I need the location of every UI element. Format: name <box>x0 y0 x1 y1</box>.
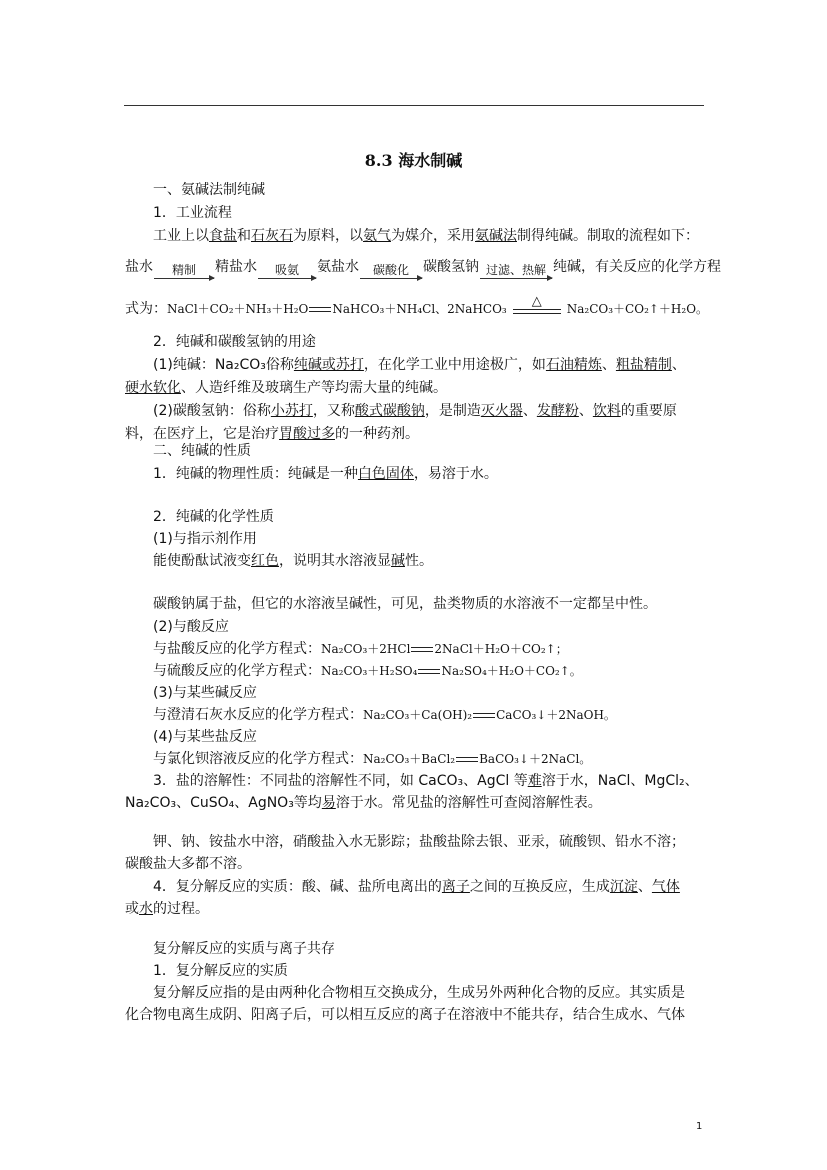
paragraph-process-intro: 工业上以食盐和石灰石为原料，以氨气为媒介，采用氨碱法制得纯碱。制取的流程如下： <box>153 228 699 244</box>
paragraph-essence: 复分解反应指的是由两种化合物相互交换成分，生成另外两种化合物的反应。其实质是 <box>153 985 685 1001</box>
equation-h2so4: 与硫酸反应的化学方程式：Na₂CO₃＋H₂SO₄ Na₂SO₄＋H₂O＋CO₂↑。 <box>153 663 582 679</box>
item-salt-reaction: (4)与某些盐反应 <box>153 729 257 745</box>
arrow-ammoniate: 吸氨 <box>258 263 316 279</box>
heating-condition: △ <box>513 295 561 320</box>
double-displacement-essence-cont: 或水的过程。 <box>125 901 209 917</box>
double-displacement-essence: 4．复分解反应的实质：酸、碱、盐所电离出的离子之间的互换反应，生成沉淀、气体 <box>153 879 680 895</box>
page-number: 1 <box>696 1121 703 1132</box>
subheading-chemical: 2．纯碱的化学性质 <box>153 509 274 525</box>
equals-sign <box>418 669 440 674</box>
paragraph-soda-uses: (1)纯碱：Na₂CO₃俗称纯碱或苏打，在化学工业中用途极广，如石油精炼、粗盐精制、 <box>153 357 686 373</box>
paragraph-essence-cont: 化合物电离生成阴、阳离子后，可以相互反应的离子在溶液中不能共存，结合生成水、气体 <box>125 1007 685 1023</box>
equation-ammonia-soda: 式为：NaCl＋CO₂＋NH₃＋H₂O NaHCO₃＋NH₄Cl、2NaHCO₃ △ Na₂CO₃＋CO₂↑＋H₂O。 <box>125 295 705 320</box>
arrow-filter-heat: 过滤、热解 <box>480 263 552 279</box>
page-title: 8.3 海水制碱 <box>364 151 463 170</box>
subheading-process: 1．工业流程 <box>153 205 232 221</box>
item-indicator: (1)与指示剂作用 <box>153 531 257 547</box>
item-acid-reaction: (2)与酸反应 <box>153 619 229 635</box>
equation-bacl2: 与氯化钡溶液反应的化学方程式：Na₂CO₃＋BaCl₂ BaCO₃↓＋2NaCl。 <box>153 751 592 767</box>
physical-properties: 1．纯碱的物理性质：纯碱是一种白色固体，易溶于水。 <box>153 466 498 482</box>
equals-sign <box>309 307 331 312</box>
solubility-text: 3．盐的溶解性：不同盐的溶解性不同，如 CaCO₃、AgCl 等难溶于水，NaCl、MgCl₂、 <box>153 773 699 789</box>
paragraph-bicarbonate-uses-cont: 料，在医疗上，它是治疗胃酸过多的一种药剂。 <box>125 426 419 442</box>
note-salt-alkaline: 碳酸钠属于盐，但它的水溶液呈碱性，可见，盐类物质的水溶液不一定都呈中性。 <box>153 596 657 612</box>
paragraph-bicarbonate-uses: (2)碳酸氢钠：俗称小苏打，又称酸式碳酸钠，是制造灭火器、发酵粉、饮料的重要原 <box>153 403 677 419</box>
subheading-uses: 2．纯碱和碳酸氢钠的用途 <box>153 334 316 350</box>
section-heading-1: 一、氨碱法制纯碱 <box>153 182 265 198</box>
section-heading-ion-coexistence: 复分解反应的实质与离子共存 <box>153 941 335 957</box>
arrow-refine: 精制 <box>154 263 214 279</box>
equals-sign <box>456 757 478 762</box>
paragraph-soda-uses-cont: 硬水软化、人造纤维及玻璃生产等均需大量的纯碱。 <box>125 380 447 396</box>
solubility-text-cont: Na₂CO₃、CuSO₄、AgNO₃等均易溶于水。常见盐的溶解性可查阅溶解性表。 <box>125 795 602 811</box>
section-heading-2: 二、纯碱的性质 <box>153 443 251 459</box>
arrow-carbonate: 碳酸化 <box>360 263 422 279</box>
subheading-essence: 1．复分解反应的实质 <box>153 963 288 979</box>
solubility-rhyme: 钾、钠、铵盐水中溶，硝酸盐入水无影踪；盐酸盐除去银、亚汞，硫酸钡、铅水不溶； <box>153 834 685 850</box>
indicator-text: 能使酚酞试液变红色，说明其水溶液显碱性。 <box>153 553 433 569</box>
item-base-reaction: (3)与某些碱反应 <box>153 685 257 701</box>
solubility-rhyme-cont: 碳酸盐大多都不溶。 <box>125 856 251 872</box>
equation-hcl: 与盐酸反应的化学方程式：Na₂CO₃＋2HCl 2NaCl＋H₂O＋CO₂↑； <box>153 641 568 657</box>
equation-limewater: 与澄清石灰水反应的化学方程式：Na₂CO₃＋Ca(OH)₂ CaCO₃↓＋2NaOH。 <box>153 707 616 723</box>
process-flow: 盐水 精制 精盐水 吸氨 氨盐水 碳酸化 碳酸氢钠 过滤、热解 纯碱，有关反应的化学方程 <box>125 259 721 277</box>
header-rule <box>124 105 704 106</box>
equals-sign <box>411 647 433 652</box>
equals-sign <box>473 713 495 718</box>
